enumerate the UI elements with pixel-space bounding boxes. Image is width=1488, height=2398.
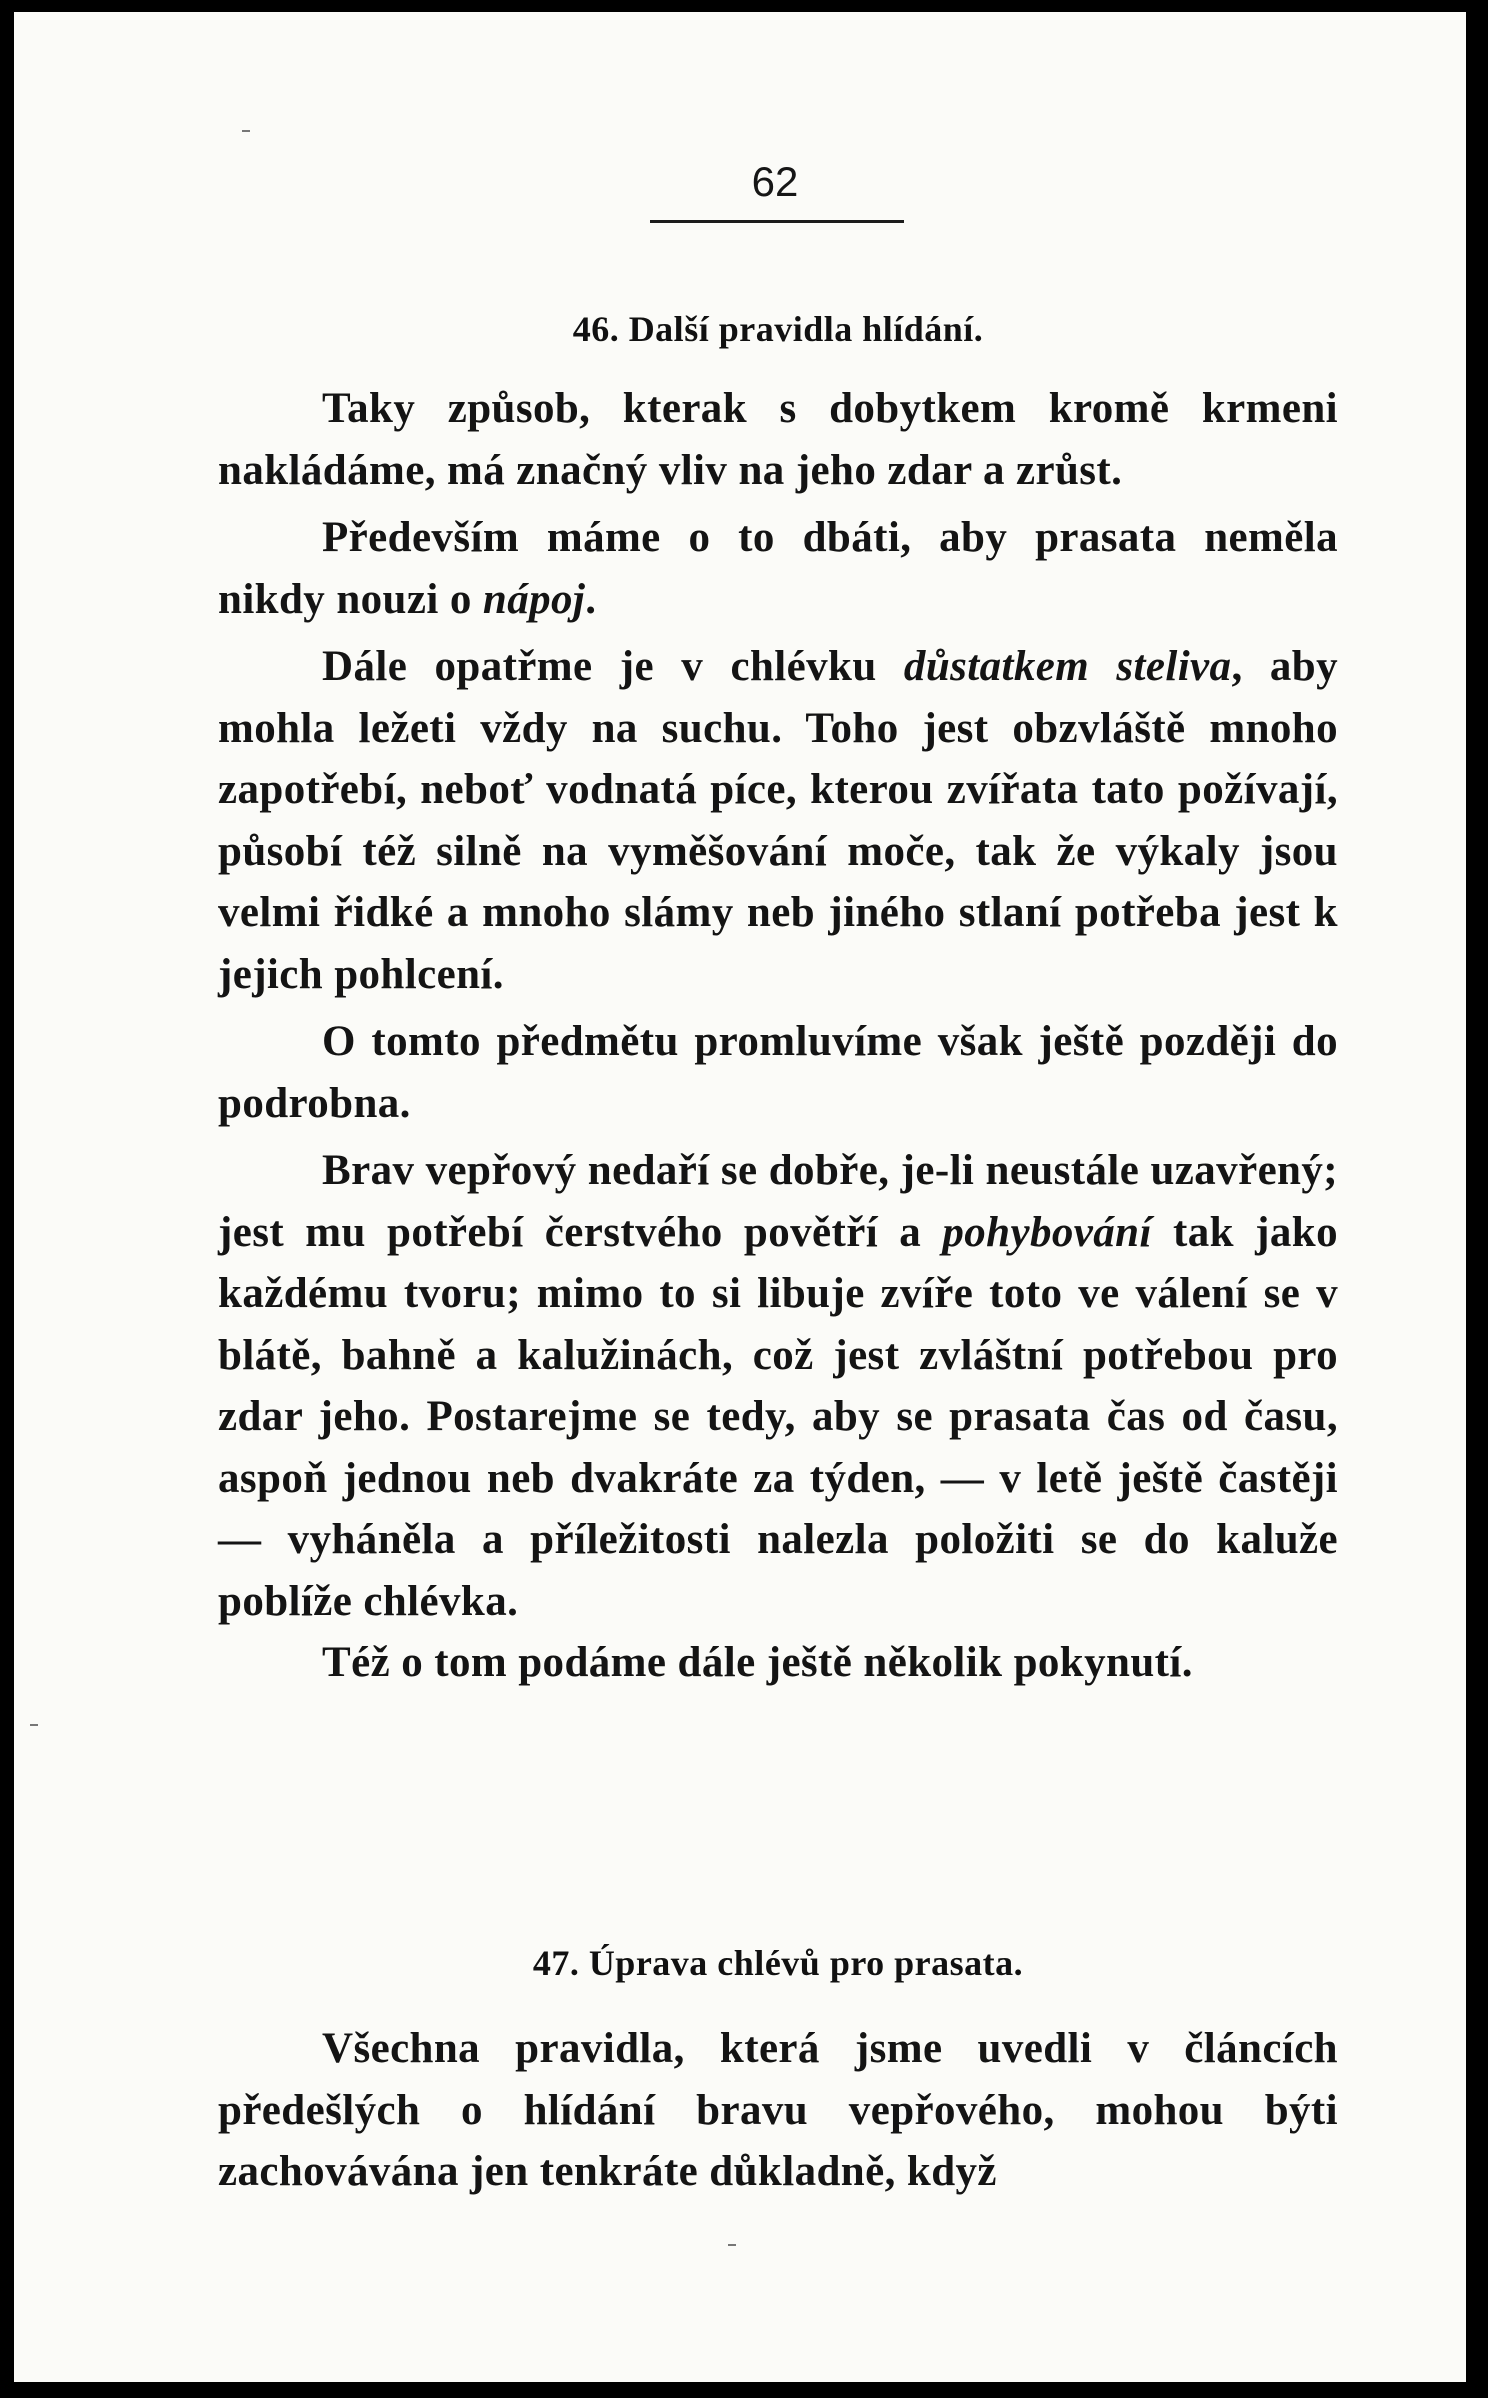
- paragraph: Všechna pravidla, která jsme uvedli v článcích předešlých o hlídání bravu vepřového, mohou býti zachovávána jen tenkráte důkladně, když: [218, 2025, 1338, 2195]
- paragraph: [218, 636, 1338, 1005]
- scan-speck: [30, 1724, 38, 1726]
- section-47-heading: 47. Úprava chlévů pro prasata.: [532, 1943, 1024, 1983]
- section-47-body: [218, 2018, 1338, 2203]
- section-46-heading: 46. Další pravidla hlídání.: [572, 309, 984, 349]
- paragraph-text: Brav vepřový nedaří se dobře, je-li neustále uzavřený; jest mu potřebí čerstvého povětří a: [218, 1147, 1338, 1256]
- book-page: [14, 12, 1466, 2382]
- scan-speck: [242, 130, 250, 132]
- page-number: 62: [751, 158, 799, 205]
- scan-speck: [728, 2244, 736, 2246]
- page-number-rule: [650, 220, 904, 223]
- paragraph-text: , aby mohla ležeti vždy na suchu. Toho jest obzvláště mnoho zapotřebí, neboť vodnatá píce, kterou zvířata tato požívají, působí též silně na vyměšování moče, tak že výkaly jsou velmi řidké a mnoho slámy neb jiného stlaní potřeba jest k jejich pohlcení.: [218, 643, 1338, 998]
- paragraph-text: .: [585, 575, 597, 623]
- paragraph-text: tak jako každému tvoru; mimo to si libuje zvíře toto ve válení se v blátě, bahně a kalužinách, což jest zvláštní potřebou pro zdar jeho. Postarejme se tedy, aby se prasata čas od času, aspoň jednou neb dvakráte za týden, — v letě ještě častěji — vyháněla a příležitosti nalezla položiti se do kaluže poblíže chlévka.: [218, 1208, 1338, 1625]
- section-46-body: [218, 378, 1338, 1694]
- paragraph: [218, 1140, 1338, 1632]
- emphasis-text: nápoj: [482, 575, 586, 623]
- paragraph-text: Dále opatřme je v chlévku: [322, 643, 904, 690]
- paragraph: Taky způsob, kterak s dobytkem kromě krmeni nakládáme, má značný vliv na jeho zdar a zrůst.: [218, 385, 1338, 494]
- paragraph: Též o tom podáme dále ještě několik pokynutí.: [322, 1639, 1193, 1686]
- paragraph: O tomto předmětu promluvíme však ještě později do podrobna.: [218, 1018, 1338, 1127]
- paragraph-text: Především máme o to dbáti, aby prasata neměla nikdy nouzi o: [218, 514, 1338, 623]
- emphasis-text: pohybování: [942, 1208, 1152, 1256]
- paragraph: [218, 507, 1338, 630]
- emphasis-text: důstatkem steliva: [903, 643, 1232, 690]
